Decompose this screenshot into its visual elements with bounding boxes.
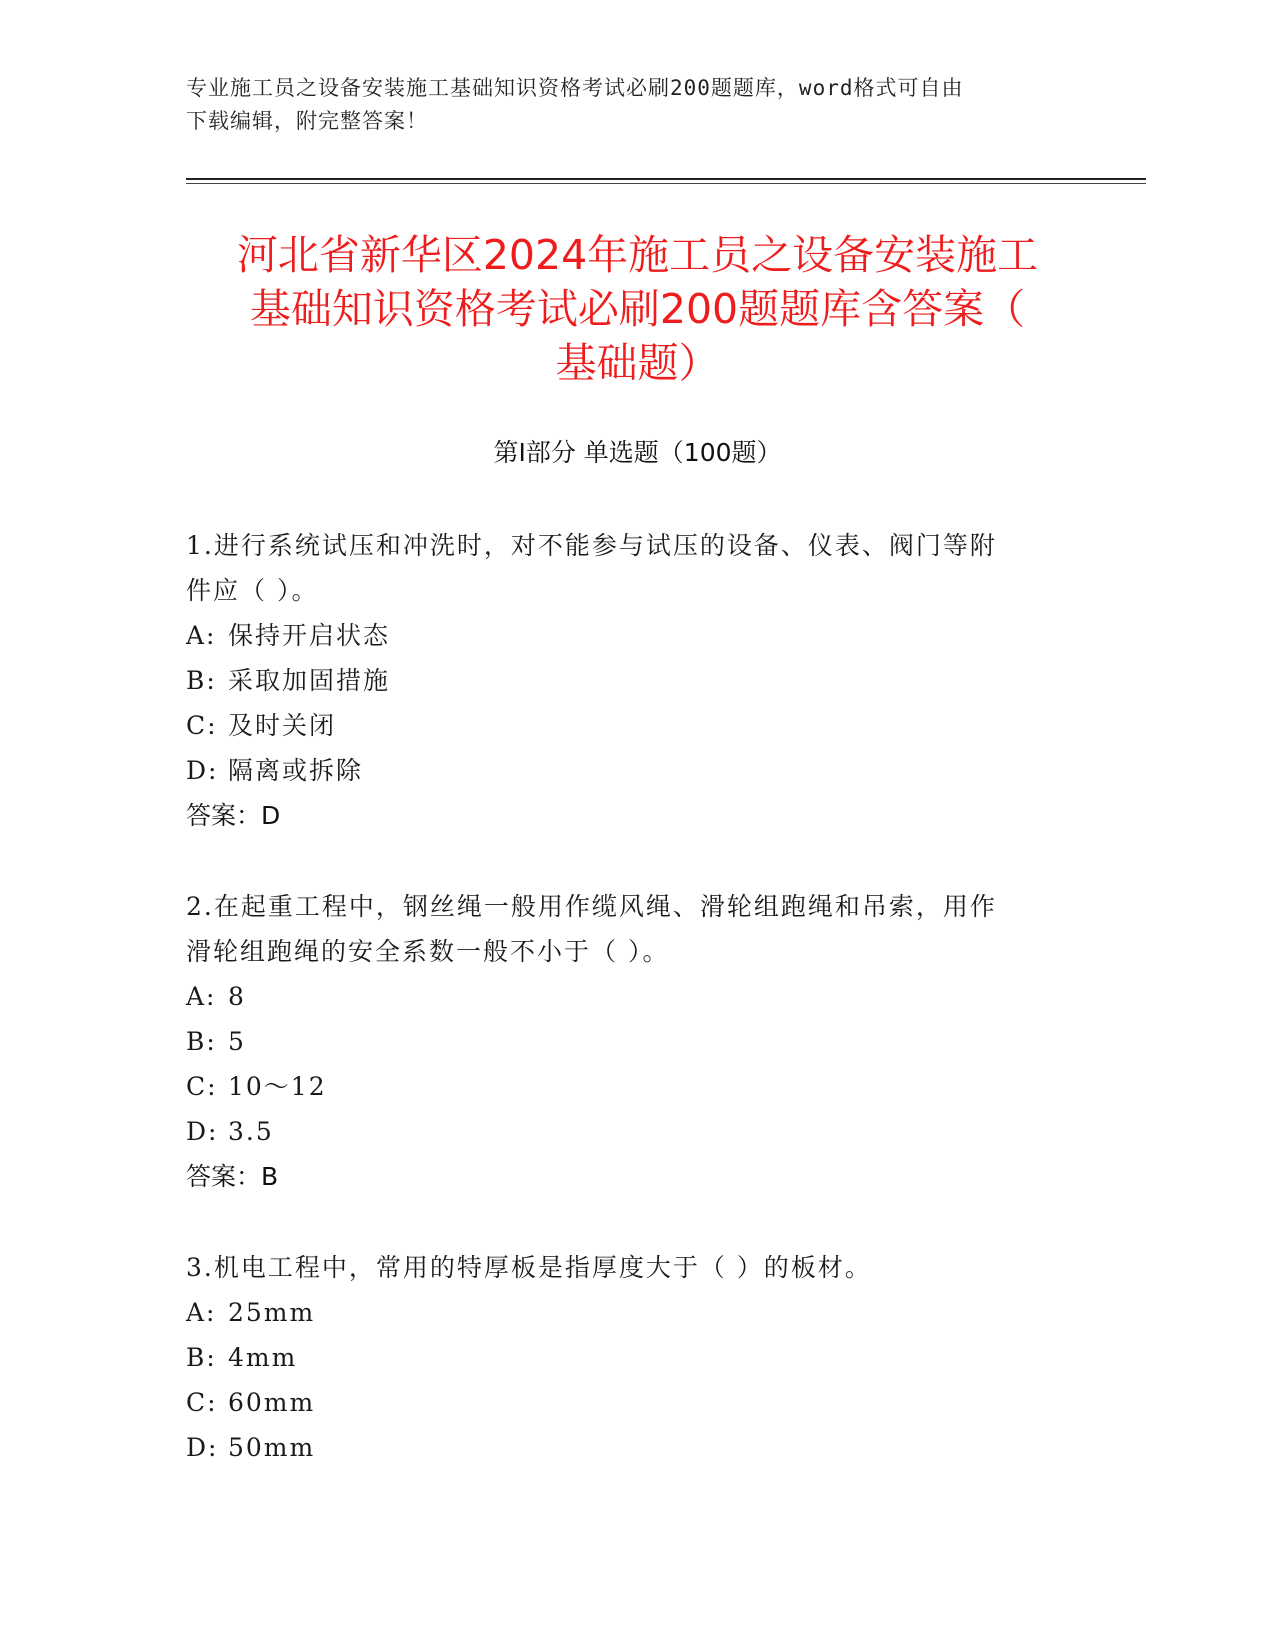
option-key: B: <box>186 666 217 695</box>
option-key: B: <box>186 1343 217 1372</box>
option-key: D: <box>186 756 219 785</box>
question-stem <box>186 884 1086 974</box>
title-line: 河北省新华区2024年施工员之设备安装施工 <box>236 231 1039 279</box>
option-key: C: <box>186 711 218 740</box>
option-a <box>186 1290 1086 1335</box>
question-stem-line: 滑轮组跑绳的安全系数一般不小于（ ）。 <box>186 937 670 966</box>
option-key: A: <box>186 621 217 650</box>
question-stem-line: 1.进行系统试压和冲洗时，对不能参与试压的设备、仪表、阀门等附 <box>186 531 997 560</box>
option-text: 10～12 <box>228 1072 327 1101</box>
option-key: A: <box>186 982 217 1011</box>
question-2 <box>186 884 1086 1199</box>
option-text: 5 <box>228 1027 246 1056</box>
title-line: 基础知识资格考试必刷200题题库含答案（ <box>249 285 1026 333</box>
option-text: 3.5 <box>228 1117 274 1146</box>
option-key: C: <box>186 1072 218 1101</box>
option-a <box>186 974 1086 1019</box>
header-note-line: 专业施工员之设备安装施工基础知识资格考试必刷200题题库，word格式可自由 <box>186 76 964 100</box>
question-stem-line: 件应（ ）。 <box>186 576 319 605</box>
answer-line: 答案：D <box>186 801 281 830</box>
header-divider-thin <box>186 183 1146 184</box>
header-note-line: 下载编辑，附完整答案！ <box>186 109 428 133</box>
question-stem-line: 3.机电工程中，常用的特厚板是指厚度大于（ ）的板材。 <box>186 1253 872 1282</box>
option-b <box>186 658 1086 703</box>
option-b <box>186 1019 1086 1064</box>
option-text: 8 <box>228 982 246 1011</box>
option-text: 保持开启状态 <box>228 621 391 650</box>
question-stem-line: 2.在起重工程中，钢丝绳一般用作缆风绳、滑轮组跑绳和吊索，用作 <box>186 892 997 921</box>
option-d <box>186 1109 1086 1154</box>
option-d <box>186 748 1086 793</box>
option-text: 60mm <box>228 1388 316 1417</box>
question-3 <box>186 1245 1086 1470</box>
option-key: A: <box>186 1298 217 1327</box>
header-note <box>186 72 1076 138</box>
option-c <box>186 1064 1086 1109</box>
option-key: C: <box>186 1388 218 1417</box>
option-text: 采取加固措施 <box>228 666 391 695</box>
question-1 <box>186 523 1086 838</box>
option-b <box>186 1335 1086 1380</box>
option-text: 隔离或拆除 <box>228 756 364 785</box>
document-title <box>150 228 1125 390</box>
option-c <box>186 703 1086 748</box>
option-d <box>186 1425 1086 1470</box>
question-stem <box>186 523 1086 613</box>
question-stem <box>186 1245 1086 1290</box>
option-text: 50mm <box>228 1433 316 1462</box>
option-a <box>186 613 1086 658</box>
option-text: 25mm <box>228 1298 316 1327</box>
title-line: 基础题） <box>555 339 720 387</box>
section-heading: 第I部分 单选题（100题） <box>493 438 782 467</box>
option-c <box>186 1380 1086 1425</box>
option-key: B: <box>186 1027 217 1056</box>
header-divider-thick <box>186 178 1146 180</box>
option-key: D: <box>186 1433 219 1462</box>
answer-line: 答案：B <box>186 1162 279 1191</box>
option-text: 4mm <box>228 1343 298 1372</box>
option-text: 及时关闭 <box>228 711 337 740</box>
option-key: D: <box>186 1117 219 1146</box>
